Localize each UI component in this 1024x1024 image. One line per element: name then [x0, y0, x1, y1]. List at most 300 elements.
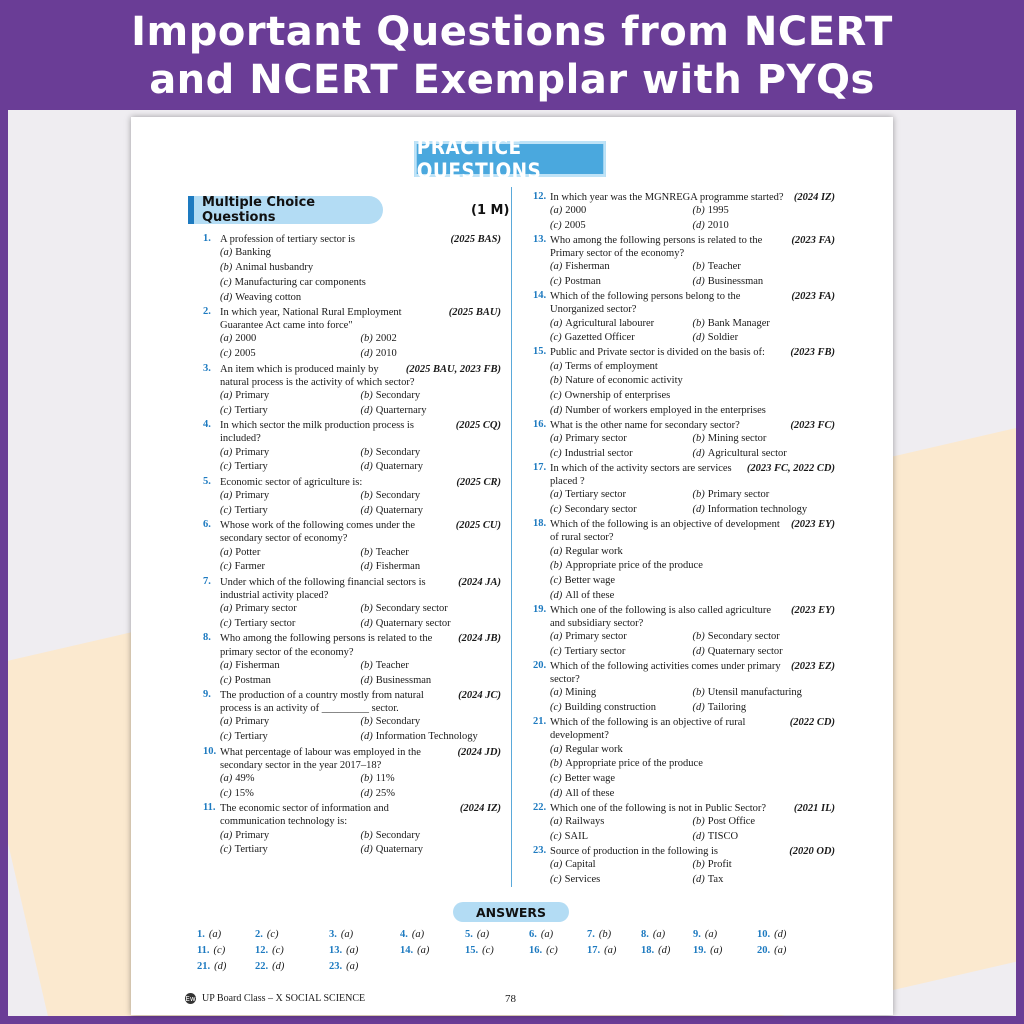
option-text: Mining: [565, 687, 597, 699]
option-text: Nature of economic activity: [565, 375, 683, 387]
option-item: [550, 815, 693, 830]
question-number: 7.: [203, 575, 211, 587]
question-stem: Under which of the following financial sectors is industrial activity placed?: [220, 576, 426, 601]
answer-item: [693, 945, 722, 956]
question-item: [203, 306, 501, 362]
option-letter: (a): [550, 261, 563, 273]
question-number: 6.: [203, 519, 211, 531]
option-item: [693, 645, 836, 660]
option-item: [361, 560, 502, 575]
answer-item: [587, 945, 616, 956]
option-letter: (c): [220, 276, 232, 288]
option-letter: (b): [550, 560, 563, 572]
option-item: [550, 331, 693, 346]
option-text: 1995: [707, 205, 729, 217]
year-code-tag: (2024 JC): [458, 689, 501, 701]
option-item: [693, 815, 836, 830]
option-letter: (d): [360, 561, 373, 573]
question-text: [550, 290, 835, 316]
answer-number: 15.: [465, 945, 479, 956]
option-item: [220, 829, 361, 844]
option-item: [550, 630, 693, 645]
option-text: Information Technology: [375, 731, 478, 743]
option-item: [361, 829, 502, 844]
question-text: [550, 604, 835, 630]
year-code-tag: (2022 CD): [789, 717, 835, 729]
option-letter: (d): [550, 404, 563, 416]
option-text: Businessman: [375, 674, 432, 686]
answer-number: 23.: [329, 961, 343, 972]
answer-option: (c): [272, 945, 284, 956]
option-text: Primary: [235, 489, 270, 501]
option-letter: (c): [550, 447, 562, 459]
option-item: [550, 858, 693, 873]
option-item: [220, 560, 361, 575]
answer-item: [197, 945, 225, 956]
option-item: [361, 730, 502, 745]
option-text: Building construction: [564, 702, 656, 714]
option-text: Tertiary sector: [565, 489, 627, 501]
answer-number: 14.: [400, 945, 414, 956]
question-number: 3.: [203, 362, 211, 374]
option-item: [220, 246, 501, 261]
question-stem: An item which is produced mainly by natural process is the activity of which sector?: [220, 363, 415, 388]
option-text: Utensil manufacturing: [707, 687, 802, 699]
option-list: [220, 829, 501, 859]
answer-option: (a): [417, 945, 430, 956]
option-item: [550, 389, 835, 404]
answer-number: 13.: [329, 945, 343, 956]
answer-option: (a): [710, 945, 723, 956]
left-question-column: [203, 233, 501, 859]
option-list: [550, 204, 835, 234]
option-item: [550, 275, 693, 290]
answer-item: [641, 945, 670, 956]
option-letter: (d): [360, 504, 373, 516]
option-letter: (d): [360, 787, 373, 799]
page-footer: [185, 993, 365, 1004]
option-text: 15%: [234, 787, 254, 799]
question-stem: Which one of the following is not in Public Sector?: [550, 803, 767, 815]
question-stem: Source of production in the following is: [550, 846, 718, 858]
option-item: [550, 317, 693, 332]
question-text: [550, 191, 835, 204]
year-code-tag: (2024 JB): [458, 633, 501, 645]
option-letter: (b): [692, 433, 705, 445]
option-letter: (b): [360, 829, 373, 841]
option-letter: (b): [360, 603, 373, 615]
section-marks: (1 M): [471, 203, 510, 218]
option-text: Primary: [235, 389, 270, 401]
question-item: [533, 290, 835, 346]
option-letter: (a): [550, 687, 563, 699]
option-item: [220, 674, 361, 689]
question-text: [220, 689, 501, 715]
option-text: Capital: [565, 859, 596, 871]
year-code-tag: (2025 CR): [456, 476, 501, 488]
answer-option: (c): [213, 945, 226, 956]
option-item: [693, 260, 836, 275]
question-text: [550, 716, 835, 742]
option-item: [220, 715, 361, 730]
question-text: [550, 346, 835, 359]
option-text: Tertiary: [234, 844, 268, 856]
option-text: Primary: [235, 446, 270, 458]
question-text: [220, 363, 501, 389]
question-item: [533, 845, 835, 888]
option-item: [361, 772, 502, 787]
option-text: Profit: [707, 859, 732, 871]
option-item: [550, 447, 693, 462]
option-text: Tertiary: [234, 504, 268, 516]
banner-title-line-1: Important Questions from NCERT: [131, 9, 893, 55]
answer-item: [255, 929, 279, 940]
option-text: SAIL: [564, 831, 588, 843]
question-item: [533, 191, 835, 234]
option-letter: (a): [550, 317, 563, 329]
option-item: [693, 701, 836, 716]
option-text: TISCO: [707, 831, 739, 843]
option-letter: (c): [550, 831, 562, 843]
option-item: [361, 546, 502, 561]
option-list: [550, 815, 835, 845]
question-text: [550, 234, 835, 260]
question-stem: What is the other name for secondary sector?: [550, 419, 740, 431]
question-number: 21.: [533, 716, 547, 728]
option-letter: (b): [360, 446, 373, 458]
question-item: [533, 604, 835, 660]
question-text: [220, 576, 501, 602]
question-item: [203, 476, 501, 519]
option-letter: (c): [220, 617, 232, 629]
answer-option: (c): [482, 945, 494, 956]
option-letter: (b): [360, 772, 373, 784]
mcq-section-title: Multiple Choice Questions: [188, 196, 383, 224]
question-item: [203, 363, 501, 419]
option-text: Bank Manager: [707, 317, 770, 329]
question-stem: In which sector the milk production process is included?: [220, 420, 414, 445]
answer-number: 3.: [329, 929, 337, 940]
option-item: [220, 843, 361, 858]
question-stem: A profession of tertiary sector is: [220, 234, 356, 245]
question-number: 18.: [533, 518, 547, 530]
option-text: 11%: [375, 772, 395, 784]
question-number: 8.: [203, 632, 211, 644]
option-list: [550, 432, 835, 462]
question-number: 17.: [533, 461, 547, 473]
question-stem: Which of the following is an objective of development of rural sector?: [550, 519, 780, 544]
option-letter: (a): [220, 247, 233, 259]
question-item: [533, 346, 835, 418]
option-item: [550, 772, 835, 787]
option-text: Farmer: [234, 561, 265, 573]
option-letter: (c): [550, 702, 562, 714]
option-text: Mining sector: [707, 433, 767, 445]
option-list: [550, 743, 835, 802]
answer-option: (a): [604, 945, 617, 956]
option-letter: (d): [360, 461, 373, 473]
question-item: [533, 660, 835, 716]
option-letter: (a): [220, 659, 233, 671]
option-item: [361, 347, 502, 362]
question-stem: Economic sector of agriculture is:: [220, 476, 363, 488]
option-text: Teacher: [707, 261, 741, 273]
question-number: 2.: [203, 305, 211, 317]
question-stem: Which one of the following is also called agriculture and subsidiary sector?: [550, 604, 772, 630]
question-text: [220, 476, 501, 489]
option-text: Secondary: [375, 446, 421, 458]
option-letter: (d): [692, 646, 705, 658]
option-text: Secondary sector: [707, 631, 780, 643]
answer-number: 20.: [757, 945, 771, 956]
option-letter: (c): [220, 461, 232, 473]
option-text: Better wage: [564, 773, 616, 785]
answer-item: [400, 945, 429, 956]
year-code-tag: (2024 JD): [457, 746, 501, 758]
question-number: 15.: [533, 346, 547, 358]
option-list: [550, 360, 835, 419]
option-letter: (b): [220, 262, 233, 273]
answer-number: 2.: [255, 929, 263, 940]
option-text: Quaternary: [375, 844, 423, 856]
option-item: [550, 488, 693, 503]
answer-option: (d): [774, 929, 787, 940]
answer-option: (a): [208, 929, 222, 940]
option-letter: (c): [220, 404, 232, 416]
option-item: [220, 489, 361, 504]
option-item: [550, 830, 693, 845]
option-text: Primary: [235, 716, 270, 728]
option-text: Secondary: [375, 489, 421, 501]
option-letter: (d): [360, 731, 373, 743]
option-item: [693, 858, 836, 873]
question-item: [533, 802, 835, 845]
option-text: Post Office: [707, 816, 756, 828]
answer-item: [587, 929, 611, 940]
option-item: [550, 743, 835, 758]
question-number: 10.: [203, 745, 217, 757]
answer-option: (a): [704, 929, 718, 940]
option-letter: (b): [550, 375, 563, 387]
question-item: [203, 632, 501, 688]
option-text: 49%: [235, 772, 255, 784]
answer-option: (a): [346, 945, 359, 956]
answer-number: 7.: [587, 929, 595, 940]
option-item: [220, 602, 361, 617]
practice-questions-heading: PRACTICE QUESTIONS: [414, 141, 606, 177]
question-item: [203, 576, 501, 632]
option-text: Banking: [235, 247, 271, 259]
option-list: [220, 715, 501, 745]
option-letter: (a): [220, 489, 233, 501]
year-code-tag: (2025 BAS): [450, 234, 501, 245]
option-text: Tertiary: [234, 404, 268, 416]
option-letter: (d): [692, 831, 705, 843]
option-letter: (a): [550, 433, 563, 445]
year-code-tag: (2025 CQ): [455, 420, 501, 432]
option-list: [550, 488, 835, 518]
question-stem: Whose work of the following comes under the secondary sector of economy?: [220, 520, 416, 545]
option-letter: (a): [220, 603, 233, 615]
option-text: Primary sector: [565, 433, 627, 445]
option-text: Secondary: [375, 829, 421, 841]
option-list: [220, 246, 501, 305]
publisher-logo-icon: Ew: [185, 994, 196, 1003]
question-number: 1.: [203, 233, 211, 244]
option-list: [550, 317, 835, 347]
option-text: 25%: [375, 787, 395, 799]
option-text: Agricultural sector: [707, 447, 787, 459]
option-item: [693, 630, 836, 645]
answer-option: (a): [411, 929, 425, 940]
option-item: [550, 204, 693, 219]
option-letter: (b): [360, 489, 373, 501]
option-text: Weaving cotton: [235, 291, 302, 303]
question-stem: The production of a country mostly from natural process is an activity of _________ sector.: [220, 689, 424, 715]
answers-heading: ANSWERS: [453, 902, 569, 922]
option-text: Appropriate price of the produce: [565, 560, 703, 572]
option-letter: (b): [692, 687, 705, 699]
answer-number: 6.: [529, 929, 537, 940]
option-text: 2010: [707, 220, 729, 231]
answer-number: 11.: [197, 945, 210, 956]
option-item: [220, 332, 361, 347]
year-code-tag: (2024 JA): [458, 576, 501, 588]
option-text: Regular work: [565, 545, 623, 557]
option-letter: (b): [360, 389, 373, 401]
question-item: [203, 746, 501, 802]
question-item: [203, 689, 501, 745]
option-list: [220, 659, 501, 689]
question-stem: Which of the following activities comes under primary sector?: [550, 661, 781, 686]
question-stem: Who among the following persons is related to the Primary sector of the economy?: [550, 234, 763, 260]
option-letter: (d): [360, 674, 373, 686]
option-item: [693, 317, 836, 332]
option-text: 2005: [564, 220, 586, 231]
answer-item: [529, 945, 558, 956]
year-code-tag: (2024 IZ): [459, 803, 501, 815]
option-letter: (d): [360, 348, 373, 360]
question-text: [550, 660, 835, 686]
question-stem: The economic sector of information and communication technology is:: [220, 803, 389, 828]
option-text: Secondary: [375, 716, 421, 728]
question-number: 5.: [203, 475, 211, 487]
option-item: [550, 574, 835, 589]
banner-title-line-2: and NCERT Exemplar with PYQs: [149, 57, 875, 103]
answer-option: (a): [476, 929, 490, 940]
question-item: [533, 716, 835, 802]
option-item: [550, 374, 835, 389]
question-text: [550, 802, 835, 815]
question-text: [220, 802, 501, 828]
answer-option: (a): [346, 961, 359, 972]
option-list: [220, 772, 501, 802]
year-code-tag: (2023 FC): [790, 419, 835, 431]
year-code-tag: (2023 FB): [790, 347, 835, 359]
question-text: [220, 746, 501, 772]
option-letter: (a): [220, 716, 233, 728]
option-text: Ownership of enterprises: [564, 390, 671, 402]
answer-option: (a): [774, 945, 787, 956]
answer-row: [197, 945, 837, 961]
option-text: Primary: [235, 829, 270, 841]
answer-item: [400, 929, 424, 940]
year-code-tag: (2023 EY): [790, 519, 835, 531]
question-number: 9.: [203, 688, 211, 700]
option-text: Quarternary: [375, 404, 427, 416]
option-item: [220, 446, 361, 461]
option-item: [550, 873, 693, 888]
option-item: [693, 873, 836, 888]
option-letter: (c): [550, 504, 562, 516]
question-number: 16.: [533, 418, 547, 430]
question-text: [550, 462, 835, 488]
option-letter: (c): [220, 787, 232, 799]
option-item: [550, 545, 835, 560]
question-item: [533, 419, 835, 462]
question-number: 4.: [203, 419, 211, 431]
option-item: [361, 843, 502, 858]
option-text: Teacher: [375, 546, 409, 558]
option-text: All of these: [565, 589, 615, 601]
answer-number: 21.: [197, 961, 211, 972]
option-text: Secondary sector: [375, 603, 448, 615]
answer-number: 5.: [465, 929, 473, 940]
question-stem: Public and Private sector is divided on the basis of:: [550, 347, 765, 359]
option-item: [220, 347, 361, 362]
option-text: Regular work: [565, 743, 623, 755]
question-item: [203, 419, 501, 475]
option-item: [361, 489, 502, 504]
option-list: [220, 489, 501, 519]
option-item: [693, 432, 836, 447]
option-letter: (b): [360, 659, 373, 671]
option-letter: (d): [550, 589, 563, 601]
option-letter: (b): [360, 716, 373, 728]
option-letter: (d): [550, 788, 563, 800]
year-code-tag: (2023 EZ): [790, 661, 835, 673]
option-letter: (d): [220, 291, 233, 303]
answer-number: 18.: [641, 945, 655, 956]
answer-number: 22.: [255, 961, 269, 972]
question-text: [550, 518, 835, 544]
option-letter: (c): [550, 874, 562, 886]
option-item: [550, 589, 835, 604]
option-text: Industrial sector: [564, 447, 633, 459]
answer-number: 16.: [529, 945, 543, 956]
title-banner: [0, 0, 1024, 112]
answer-item: [197, 929, 221, 940]
answer-item: [329, 945, 358, 956]
option-item: [693, 219, 836, 234]
option-letter: (d): [692, 332, 705, 344]
option-item: [220, 546, 361, 561]
option-item: [550, 686, 693, 701]
option-text: Postman: [234, 674, 271, 686]
question-number: 14.: [533, 290, 547, 302]
option-item: [693, 331, 836, 346]
option-text: Information technology: [707, 504, 808, 516]
answer-row: [197, 961, 837, 977]
option-text: Potter: [235, 546, 261, 558]
answer-option: (d): [214, 961, 227, 972]
option-letter: (d): [692, 874, 705, 886]
option-letter: (b): [692, 816, 705, 828]
option-letter: (a): [550, 859, 563, 871]
option-text: Terms of employment: [565, 360, 658, 372]
option-letter: (b): [692, 859, 705, 871]
year-code-tag: (2023 FC, 2022 CD): [746, 462, 835, 474]
